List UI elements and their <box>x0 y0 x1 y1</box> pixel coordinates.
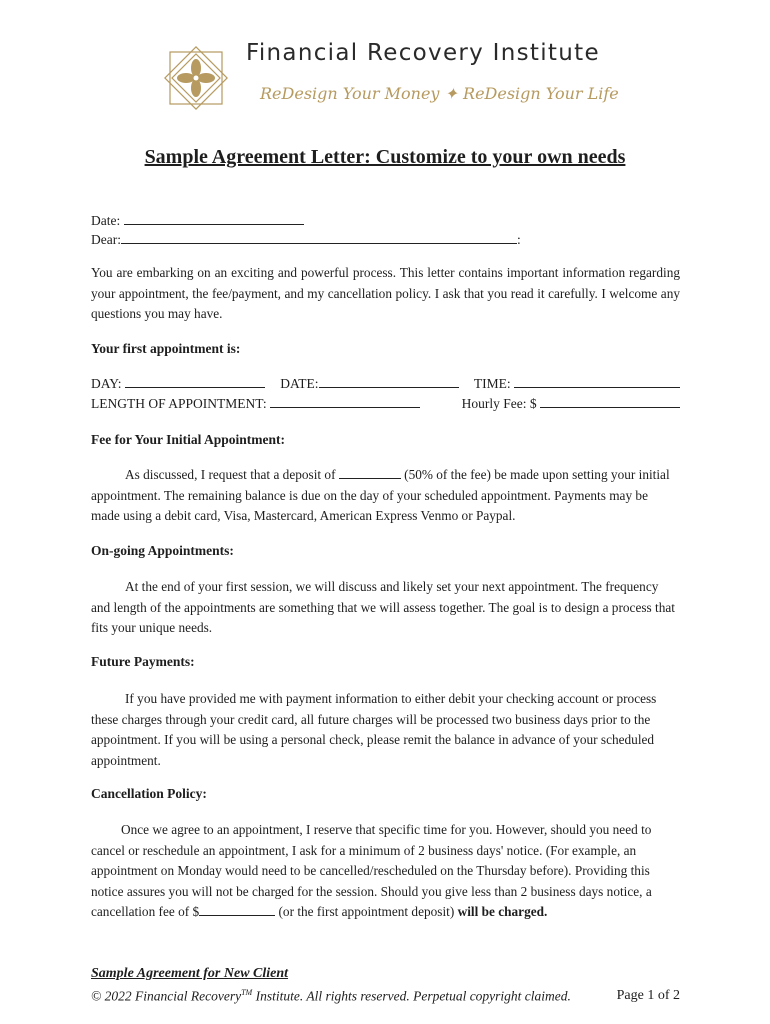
day-label: DAY: <box>91 376 122 391</box>
intro-paragraph: You are embarking on an exciting and powerful process. This letter contains important information regarding your appointment, the fee/payment, and my cancellation policy. I ask that you read it carefully. I welcome any questions you may have. <box>91 265 680 321</box>
deposit-blank[interactable] <box>339 466 401 479</box>
ongoing-heading: On-going Appointments: <box>91 543 234 558</box>
institute-logo-icon <box>158 40 234 116</box>
time-blank[interactable] <box>514 375 680 388</box>
page-number: Page 1 of 2 <box>616 988 680 1003</box>
cancellation-text-before: Once we agree to an appointment, I reserve that specific time for you. However, should you need to cancel or reschedule an appointment, I ask for a minimum of 2 business days' notice. (For example, an appointment on Monday would need to be cancelled/rescheduled on the Thursday before). Providing this notice assures you will not be charged for the session. Should you give less than 2 business days notice, a cancellation fee of $ <box>91 822 652 919</box>
hourly-fee-blank[interactable] <box>540 395 680 408</box>
copyright-pre: © 2022 Financial Recovery <box>91 988 242 1004</box>
length-blank[interactable] <box>270 395 420 408</box>
cancellation-fee-blank[interactable] <box>199 903 275 916</box>
footer-copyright <box>91 988 571 1005</box>
initial-fee-text-before: As discussed, I request that a deposit of <box>125 467 336 482</box>
time-label: TIME: <box>473 376 511 391</box>
initial-fee-paragraph <box>91 465 680 527</box>
future-payments-heading: Future Payments: <box>91 654 195 669</box>
footer-doc-name: Sample Agreement for New Client <box>91 966 289 981</box>
initial-fee-text-after: (50% of the fee) be made upon setting your initial appointment. The remaining balance is due on the day of your scheduled appointment. Payments may be made using a debit card, Visa, Mastercard, American Express Venmo or Paypal. <box>91 467 670 523</box>
future-payments-paragraph: If you have provided me with payment information to either debit your checking account or process these charges through your credit card, all future charges will be processed two business days prior to the appointment. If you will be using a personal check, please remit the balance in advance of your scheduled appointment. <box>91 691 657 768</box>
ongoing-paragraph: At the end of your first session, we will discuss and likely set your next appointment. The frequency and length of the appointments are something that we will assess together. The goal is to design a process that fits your unique needs. <box>91 579 675 635</box>
length-label: LENGTH OF APPOINTMENT: <box>91 396 267 411</box>
brand-name: Financial Recovery Institute <box>246 40 600 66</box>
dear-label: Dear: <box>91 232 121 247</box>
cancellation-paragraph <box>91 820 680 923</box>
appointment-date-blank[interactable] <box>319 375 459 388</box>
cancellation-text-bold: will be charged. <box>457 904 548 919</box>
initial-fee-heading: Fee for Your Initial Appointment: <box>91 432 286 447</box>
hourly-fee-label: Hourly Fee: $ <box>461 396 537 411</box>
cancellation-heading: Cancellation Policy: <box>91 786 207 801</box>
page-title: Sample Agreement Letter: Customize to your own needs <box>144 146 626 168</box>
length-fee-row <box>91 395 680 412</box>
cancellation-text-after: (or the first appointment deposit) <box>278 904 455 919</box>
appointment-row <box>91 375 680 392</box>
first-appointment-heading: Your first appointment is: <box>91 341 241 356</box>
day-blank[interactable] <box>125 375 265 388</box>
date-label-appointment: DATE: <box>280 376 319 391</box>
trademark: TM <box>241 988 253 997</box>
date-line <box>91 212 304 229</box>
dear-blank[interactable] <box>121 231 517 244</box>
dear-suffix: : <box>516 232 521 247</box>
brand-tagline: ReDesign Your Money ✦ ReDesign Your Life <box>260 84 619 103</box>
date-label: Date: <box>91 213 121 228</box>
date-blank[interactable] <box>124 212 304 225</box>
dear-line <box>91 231 521 248</box>
copyright-post: Institute. All rights reserved. Perpetual copyright claimed. <box>255 988 571 1004</box>
